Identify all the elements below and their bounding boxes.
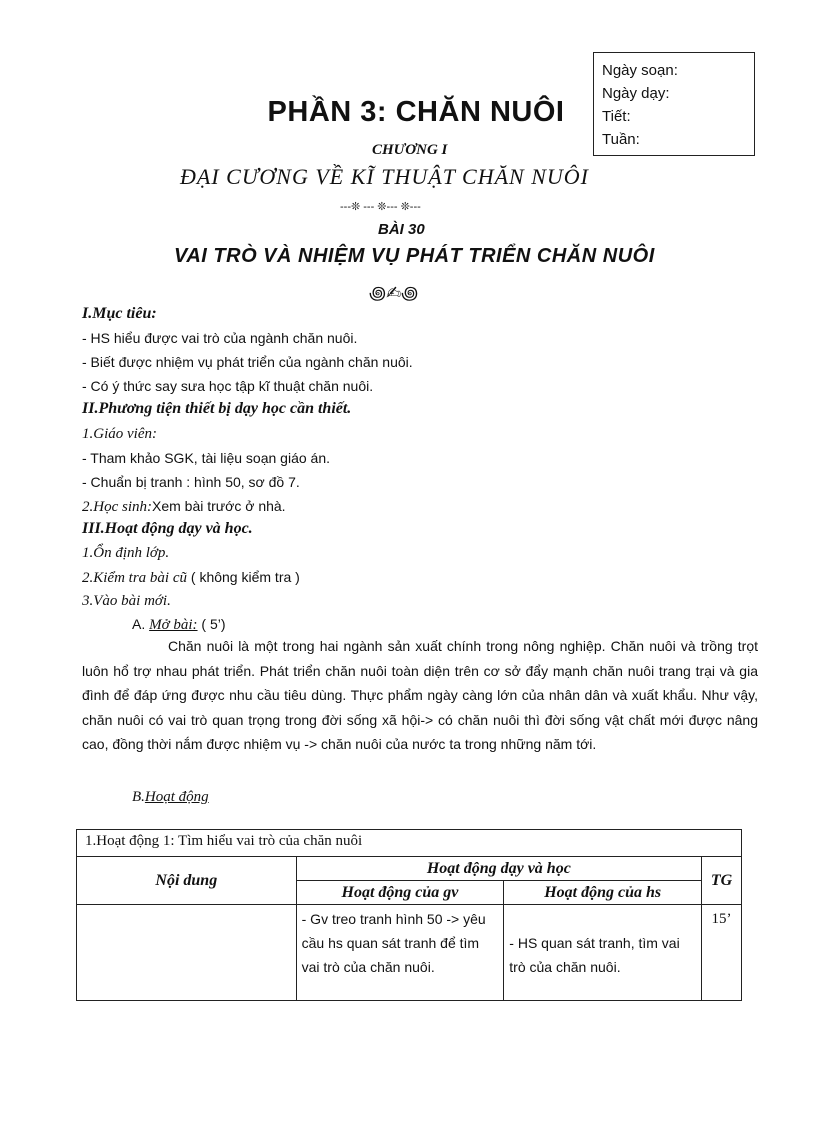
intro-line (132, 614, 226, 635)
row-content-cell (77, 905, 297, 1001)
teacher-item: - Chuẩn bị tranh : hình 50, sơ đồ 7. (82, 474, 300, 490)
header-teaching-activities: Hoạt động dạy và học (296, 857, 701, 881)
row-student-cell: - HS quan sát tranh, tìm vai trò của chăn nuôi. (504, 905, 702, 1001)
check-old-lesson-line (82, 567, 300, 588)
separator: ---❊ --- ❊--- ❊--- (340, 201, 421, 213)
objectives-heading: I.Mục tiêu: (82, 305, 157, 322)
class-stabilize: 1.Ổn định lớp. (82, 545, 170, 561)
activities-b-line (132, 786, 209, 807)
header-teacher-activity: Hoạt động của gv (296, 881, 504, 905)
header-time: TG (702, 857, 742, 905)
student-line (82, 496, 286, 517)
table-title: 1.Hoạt động 1: Tìm hiểu vai trò của chăn nuôi (77, 830, 742, 857)
equipment-heading: II.Phương tiện thiết bị dạy học cần thiết. (82, 400, 352, 417)
check-old-note: ( không kiểm tra ) (187, 569, 300, 585)
teacher-item: - Tham khảo SGK, tài liệu soạn giáo án. (82, 450, 330, 466)
header-content: Nội dung (77, 857, 297, 905)
activities-b-prefix: B. (132, 789, 145, 805)
period-label: Tiết: (602, 108, 631, 125)
lesson-title: VAI TRÒ VÀ NHIỆM VỤ PHÁT TRIỂN CHĂN NUÔI (174, 245, 655, 267)
objective-item: - Có ý thức say sưa học tập kĩ thuật chăn nuôi. (82, 378, 374, 394)
activities-heading: III.Hoạt động dạy và học. (82, 520, 253, 537)
intro-prefix: A. (132, 616, 150, 632)
teacher-subheading: 1.Giáo viên: (82, 426, 157, 442)
date-taught-label: Ngày dạy: (602, 85, 670, 102)
intro-label: Mở bài: (149, 617, 198, 633)
row-teacher-cell: - Gv treo tranh hình 50 -> yêu cầu hs quan sát tranh để tìm vai trò của chăn nuôi. (296, 905, 504, 1001)
activities-b-label: Hoạt động (144, 789, 209, 805)
objective-item: - HS hiểu được vai trò của ngành chăn nuôi. (82, 330, 358, 346)
table-row (77, 905, 742, 1001)
activity-table (76, 829, 742, 1001)
intro-paragraph: Chăn nuôi là một trong hai ngành sản xuất chính trong nông nghiệp. Chăn nuôi và trồng trọt luôn hổ trợ nhau phát triển. Phát triển chăn nuôi toàn diện trên cơ sở đẩy mạnh chăn nuôi trang trại và gia đình để đáp ứng được nhu cầu tiêu dùng. Thực phẩm ngày càng lớn của nhân dân và xuất khẩu. Như vậy, chăn nuôi có vai trò quan trọng trong đời sống xã hội-> có chăn nuôi thì đời sống vật chất mới được nâng cao, đồng thời nắm được nhiệm vụ -> chăn nuôi của nước ta trong những năm tới. (82, 638, 758, 753)
objective-item: - Biết được nhiệm vụ phát triển của ngành chăn nuôi. (82, 354, 413, 370)
check-old-lesson: 2.Kiểm tra bài cũ (82, 570, 187, 586)
chapter-title: ĐẠI CƯƠNG VỀ KĨ THUẬT CHĂN NUÔI (180, 164, 589, 189)
part-title: PHẦN 3: CHĂN NUÔI (267, 96, 565, 128)
row-time-cell: 15’ (702, 905, 742, 1001)
lesson-number: BÀI 30 (378, 221, 425, 238)
ornament: ꩜✍꩜ (369, 283, 419, 304)
intro-time: ( 5’) (197, 616, 226, 632)
week-label: Tuần: (602, 131, 640, 148)
date-prepared-label: Ngày soạn: (602, 62, 678, 79)
new-lesson: 3.Vào bài mới. (82, 593, 171, 609)
student-text: Xem bài trước ở nhà. (152, 498, 286, 514)
student-subheading: 2.Học sinh: (82, 499, 152, 515)
chapter-label: CHƯƠNG I (372, 142, 448, 158)
header-student-activity: Hoạt động của hs (504, 881, 702, 905)
